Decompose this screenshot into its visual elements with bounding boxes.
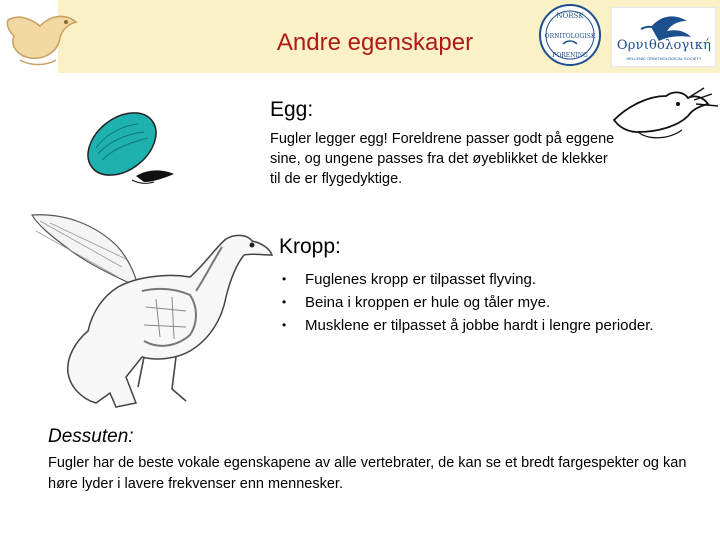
dessuten-heading: Dessuten:: [48, 426, 134, 447]
dessuten-body-text: Fugler har de beste vokale egenskapene av alle vertebrater, de kan se et bredt fargespekter og kan høre lyder i lavere frekvenser enn mennesker.: [48, 455, 687, 492]
list-item: [282, 314, 654, 337]
egg-body-text: Fugler legger egg! Foreldrene passer godt på eggene sine, og ungene passes fra det øyeblikket de klekker til de er flygedyktige.: [270, 131, 615, 187]
hellenic-logo-text: Ορνιθολογική: [616, 38, 712, 53]
list-item: [282, 268, 654, 291]
kropp-bullet-list: [282, 268, 654, 337]
norsk-ornitologisk-forening-logo: [537, 2, 603, 68]
bullet-text: Musklene er tilpasset å jobbe hardt i lengre perioder.: [305, 317, 654, 334]
egg-illustration: [74, 96, 184, 196]
kropp-heading: Kropp:: [279, 235, 341, 258]
svg-text:NORSK: NORSK: [556, 12, 584, 20]
bullet-text: Beina i kroppen er hule og tåler mye.: [305, 294, 551, 311]
list-item: [282, 291, 654, 314]
hellenic-logo-subtext: HELLENIC ORNITHOLOGICAL SOCIETY: [626, 56, 702, 61]
svg-text:ORNITOLOGISK: ORNITOLOGISK: [544, 33, 596, 40]
egg-heading: Egg:: [270, 98, 314, 121]
bullet-icon: •: [282, 272, 287, 286]
bullet-icon: •: [282, 318, 287, 332]
bird-head-sketch: [608, 86, 720, 144]
bullet-text: Fuglenes kropp er tilpasset flyving.: [305, 271, 536, 288]
svg-text:FORENING: FORENING: [552, 52, 588, 59]
page-title: Andre egenskaper: [276, 29, 474, 56]
bird-skeleton-illustration: [26, 207, 276, 415]
bullet-icon: •: [282, 295, 287, 309]
